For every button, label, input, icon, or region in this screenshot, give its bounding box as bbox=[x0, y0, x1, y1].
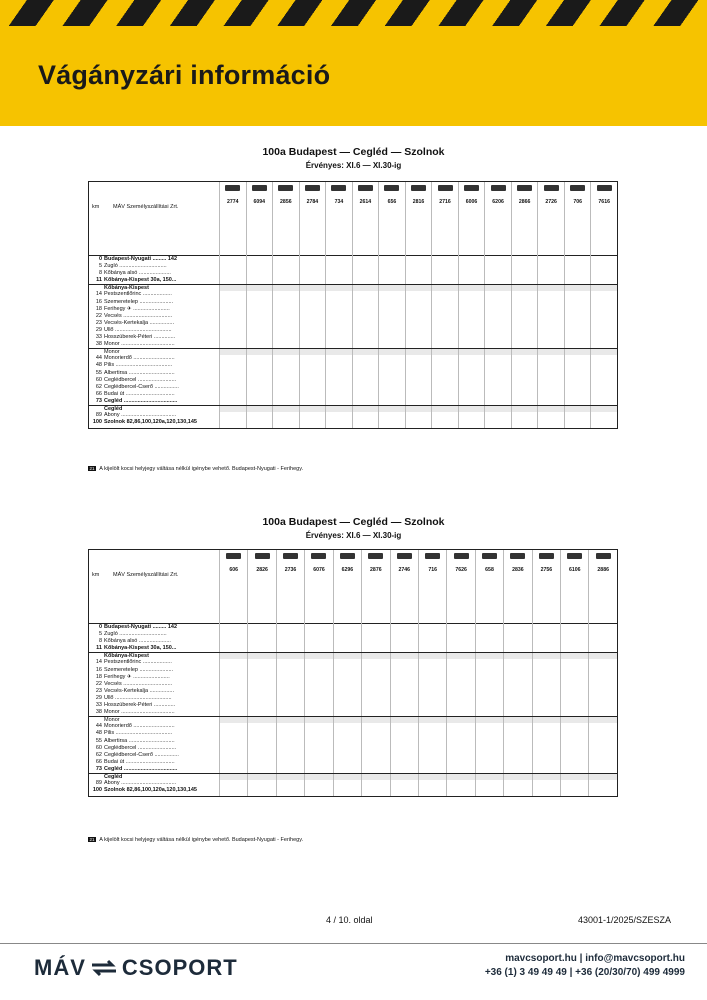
train-column bbox=[333, 550, 361, 624]
train-number: 2836 bbox=[512, 567, 524, 573]
station-row bbox=[89, 787, 617, 794]
train-column bbox=[219, 550, 247, 624]
station-km: 29 bbox=[95, 326, 102, 333]
station-km: 5 bbox=[98, 263, 102, 270]
document-reference: 43001-1/2025/SZESZA bbox=[577, 915, 671, 925]
station-km: 23 bbox=[95, 319, 102, 326]
station-row bbox=[89, 284, 617, 291]
station-name: Monorierdő ........................... bbox=[104, 723, 175, 730]
station-name: Abony .................................... bbox=[104, 412, 177, 419]
station-km: 11 bbox=[96, 645, 102, 652]
station-km: 33 bbox=[95, 702, 102, 709]
train-number: 6006 bbox=[465, 199, 478, 205]
station-row bbox=[89, 638, 617, 645]
train-type-icon bbox=[311, 553, 326, 559]
train-type-icon bbox=[567, 553, 582, 559]
footnote-marker: 21 bbox=[89, 837, 95, 842]
station-row bbox=[89, 291, 617, 298]
station-row bbox=[89, 277, 617, 284]
station-name: Budapest-Nyugati ......... 142 bbox=[104, 624, 178, 630]
train-type-icon bbox=[544, 185, 559, 191]
station-km: 60 bbox=[95, 744, 102, 751]
station-name: Vecsés ................................ bbox=[104, 312, 173, 319]
train-column bbox=[246, 182, 273, 256]
station-name: Albertirsa .............................. bbox=[104, 369, 175, 376]
station-name: Hosszúberek-Péteri .............. bbox=[104, 334, 176, 341]
train-type-icon bbox=[368, 553, 383, 559]
station-name: Cegléd ................................... bbox=[104, 765, 178, 772]
train-column bbox=[503, 550, 531, 624]
station-km: 33 bbox=[95, 334, 102, 341]
logo-text-csoport: CSOPORT bbox=[121, 955, 238, 980]
station-name: Vecsés ................................ bbox=[104, 680, 173, 687]
station-name: Vecsés-Kertekalja ................ bbox=[104, 319, 174, 326]
train-number: 6076 bbox=[313, 567, 325, 573]
station-km: 8 bbox=[98, 638, 102, 645]
train-column bbox=[511, 182, 538, 256]
train-column bbox=[418, 550, 446, 624]
station-name: Szemeretelep ...................... bbox=[104, 666, 174, 673]
train-number: 2876 bbox=[370, 567, 382, 573]
station-name: Kőbánya-Kispest bbox=[104, 653, 149, 660]
station-km: 0 bbox=[98, 624, 102, 630]
station-km: 44 bbox=[95, 355, 102, 362]
station-name: Monor ................................... bbox=[104, 709, 175, 716]
station-km: 55 bbox=[95, 737, 102, 744]
station-row bbox=[89, 263, 617, 270]
station-km: 5 bbox=[98, 631, 102, 638]
timetable-1 bbox=[88, 181, 618, 429]
train-column bbox=[484, 182, 511, 256]
station-km: 66 bbox=[95, 758, 102, 765]
train-number: 734 bbox=[334, 199, 344, 205]
station-km: 62 bbox=[95, 751, 102, 758]
station-row bbox=[89, 306, 617, 313]
train-number: 658 bbox=[485, 567, 494, 573]
station-row bbox=[89, 313, 617, 320]
station-name: Hosszúberek-Péteri .............. bbox=[104, 702, 176, 709]
train-column bbox=[378, 182, 405, 256]
timetable-1-header bbox=[89, 182, 617, 256]
station-km: 0 bbox=[98, 256, 102, 262]
train-column bbox=[361, 550, 389, 624]
train-column bbox=[325, 182, 352, 256]
train-number: 2774 bbox=[226, 199, 239, 205]
train-type-icon bbox=[384, 185, 399, 191]
train-column bbox=[304, 550, 332, 624]
contact-web-email: mavcsoport.hu | info@mavcsoport.hu bbox=[505, 953, 685, 964]
train-type-icon bbox=[491, 185, 506, 191]
station-name: Ceglédbercel-Cserő ................ bbox=[104, 751, 179, 758]
train-type-icon bbox=[278, 185, 293, 191]
operator-label: MÁV Személyszállítási Zrt. bbox=[113, 572, 179, 578]
station-row bbox=[89, 716, 617, 723]
train-type-icon bbox=[510, 553, 525, 559]
train-number: 716 bbox=[428, 567, 437, 573]
train-column bbox=[219, 182, 246, 256]
logo-arrows-icon bbox=[90, 959, 118, 977]
station-row bbox=[89, 419, 617, 426]
station-name: Kőbánya alsó ..................... bbox=[104, 270, 171, 277]
station-row bbox=[89, 405, 617, 412]
operator-label: MÁV Személyszállítási Zrt. bbox=[113, 204, 179, 210]
train-number: 606 bbox=[229, 567, 239, 573]
station-km: 14 bbox=[95, 659, 102, 666]
footer-divider bbox=[0, 943, 707, 944]
train-type-icon bbox=[226, 553, 241, 559]
train-number: 2816 bbox=[412, 199, 425, 205]
station-row bbox=[89, 348, 617, 355]
train-type-icon bbox=[464, 185, 479, 191]
station-km: 16 bbox=[95, 298, 102, 305]
contact-phones: +36 (1) 3 49 49 49 | +36 (20/30/70) 499 4999 bbox=[484, 967, 685, 978]
train-column bbox=[446, 550, 474, 624]
station-km: 55 bbox=[95, 369, 102, 376]
train-type-icon bbox=[225, 185, 240, 191]
train-column bbox=[272, 182, 299, 256]
station-km: 44 bbox=[95, 723, 102, 730]
station-row bbox=[89, 370, 617, 377]
station-name: Cegléd ................................... bbox=[104, 397, 178, 404]
station-row bbox=[89, 674, 617, 681]
station-name: Ferihegy ✈ ........................ bbox=[104, 673, 170, 680]
station-km: 48 bbox=[95, 362, 102, 369]
station-row bbox=[89, 391, 617, 398]
station-km: 100 bbox=[92, 787, 102, 794]
timetable-1-validity: Érvényes: XI.6 — XI.30-ig bbox=[305, 161, 402, 170]
train-column bbox=[560, 550, 588, 624]
km-label: km bbox=[92, 572, 100, 578]
station-row bbox=[89, 766, 617, 773]
train-column bbox=[299, 182, 326, 256]
station-name: Ferihegy ✈ ........................ bbox=[104, 305, 170, 312]
station-km: 66 bbox=[95, 390, 102, 397]
station-row bbox=[89, 652, 617, 659]
train-column bbox=[276, 550, 304, 624]
station-row bbox=[89, 327, 617, 334]
station-km: 29 bbox=[95, 694, 102, 701]
station-name: Pestszentlőrinc ................... bbox=[104, 291, 172, 298]
station-row bbox=[89, 299, 617, 306]
station-km: 8 bbox=[98, 270, 102, 277]
footnote-marker: 21 bbox=[89, 466, 95, 471]
station-name: Szolnok 82,86,100,120a,120,130,145 bbox=[104, 419, 197, 426]
train-type-icon bbox=[539, 553, 554, 559]
train-type-icon bbox=[255, 553, 270, 559]
station-name: Ceglédbercel-Cserő ................ bbox=[104, 383, 179, 390]
station-name: Üllő ..................................... bbox=[104, 326, 172, 333]
station-name: Budai út ................................ bbox=[104, 390, 175, 397]
station-name: Budai út ................................ bbox=[104, 758, 175, 765]
station-name: Cegléd bbox=[104, 405, 123, 412]
train-number: 6206 bbox=[492, 199, 504, 205]
station-row bbox=[89, 681, 617, 688]
train-type-icon bbox=[570, 185, 585, 191]
station-row bbox=[89, 730, 617, 737]
station-row bbox=[89, 412, 617, 419]
station-row bbox=[89, 752, 617, 759]
timetable-1-body bbox=[89, 256, 617, 428]
train-column bbox=[352, 182, 379, 256]
station-name: Abony .................................... bbox=[104, 780, 177, 787]
station-name: Kőbánya-Kispest bbox=[104, 285, 149, 292]
train-type-icon bbox=[331, 185, 346, 191]
station-name: Ceglédbercel ......................... bbox=[104, 744, 177, 751]
station-name: Kőbánya-Kispest 30a, 150... bbox=[104, 277, 177, 284]
train-column bbox=[532, 550, 560, 624]
train-number: 2716 bbox=[439, 199, 451, 205]
station-km: 60 bbox=[95, 376, 102, 383]
station-name: Vecsés-Kertekalja ................ bbox=[104, 687, 174, 694]
train-type-icon bbox=[411, 185, 426, 191]
train-type-icon bbox=[517, 185, 532, 191]
km-label: km bbox=[92, 204, 100, 210]
train-columns bbox=[219, 550, 617, 624]
station-row bbox=[89, 624, 617, 631]
train-type-icon bbox=[340, 553, 355, 559]
footnote-text: A kijelölt kocsi helyjegy váltása nélkül igénybe vehető. Budapest-Nyugati - Ferihegy. bbox=[99, 837, 304, 843]
station-row bbox=[89, 384, 617, 391]
station-row bbox=[89, 709, 617, 716]
station-km: 89 bbox=[95, 412, 102, 419]
station-km: 48 bbox=[95, 730, 102, 737]
header-banner bbox=[0, 26, 707, 126]
station-row bbox=[89, 270, 617, 277]
station-row bbox=[89, 631, 617, 638]
train-type-icon bbox=[305, 185, 320, 191]
train-number: 7616 bbox=[598, 199, 610, 205]
station-row bbox=[89, 745, 617, 752]
timetable-2-heading bbox=[0, 516, 707, 542]
train-type-icon bbox=[454, 553, 469, 559]
station-row bbox=[89, 320, 617, 327]
station-name: Ceglédbercel ......................... bbox=[104, 376, 177, 383]
train-type-icon bbox=[358, 185, 373, 191]
timetable-2-header bbox=[89, 550, 617, 624]
timetable-2-body bbox=[89, 624, 617, 796]
station-row bbox=[89, 738, 617, 745]
station-name: Albertirsa .............................. bbox=[104, 737, 175, 744]
station-row bbox=[89, 780, 617, 787]
station-name: Pestszentlőrinc ................... bbox=[104, 659, 172, 666]
train-type-icon bbox=[438, 185, 453, 191]
timetable-2-footnote bbox=[88, 837, 303, 843]
station-name: Monorierdő ........................... bbox=[104, 355, 175, 362]
station-row bbox=[89, 256, 617, 263]
contact-info bbox=[485, 952, 685, 980]
station-row bbox=[89, 334, 617, 341]
train-number: 2886 bbox=[597, 567, 609, 573]
train-type-icon bbox=[397, 553, 412, 559]
train-number: 2784 bbox=[306, 199, 319, 205]
train-number: 2756 bbox=[540, 567, 553, 573]
station-name: Pilis ..................................... bbox=[104, 730, 173, 737]
station-row bbox=[89, 645, 617, 652]
timetable-2 bbox=[88, 549, 618, 797]
station-km: 22 bbox=[95, 680, 102, 687]
station-row bbox=[89, 688, 617, 695]
timetable-2-validity: Érvényes: XI.6 — XI.30-ig bbox=[305, 531, 402, 540]
station-row bbox=[89, 723, 617, 730]
station-km: 89 bbox=[95, 780, 102, 787]
train-number: 2736 bbox=[284, 567, 297, 573]
train-type-icon bbox=[283, 553, 298, 559]
station-name: Kőbánya alsó ..................... bbox=[104, 638, 171, 645]
station-km: 62 bbox=[95, 383, 102, 390]
train-number: 2856 bbox=[280, 199, 292, 205]
station-row bbox=[89, 377, 617, 384]
logo-text-mav: MÁV bbox=[34, 955, 86, 980]
train-number: 2726 bbox=[545, 199, 557, 205]
page-number: 4 / 10. oldal bbox=[326, 915, 373, 925]
station-km: 38 bbox=[95, 341, 102, 348]
station-km: 38 bbox=[95, 709, 102, 716]
station-row bbox=[89, 667, 617, 674]
station-row bbox=[89, 398, 617, 405]
train-columns bbox=[219, 182, 617, 256]
train-type-icon bbox=[482, 553, 497, 559]
station-name: Szemeretelep ...................... bbox=[104, 298, 174, 305]
station-name: Cegléd bbox=[104, 773, 123, 780]
station-km: 23 bbox=[95, 687, 102, 694]
train-column bbox=[590, 182, 617, 256]
train-type-icon bbox=[597, 185, 612, 191]
station-name: Monor bbox=[104, 717, 120, 724]
train-number: 2826 bbox=[256, 567, 268, 573]
station-km: 16 bbox=[95, 666, 102, 673]
train-column bbox=[588, 550, 616, 624]
train-number: 2746 bbox=[398, 567, 411, 573]
station-km: 14 bbox=[95, 291, 102, 298]
train-number: 706 bbox=[573, 199, 582, 205]
station-name: Monor ................................... bbox=[104, 341, 175, 348]
train-number: 656 bbox=[387, 199, 397, 205]
station-name: Pilis ..................................... bbox=[104, 362, 173, 369]
train-type-icon bbox=[596, 553, 611, 559]
station-km: 22 bbox=[95, 312, 102, 319]
train-column bbox=[390, 550, 418, 624]
station-row bbox=[89, 362, 617, 369]
station-name: Szolnok 82,86,100,120a,120,130,145 bbox=[104, 787, 197, 794]
station-name: Zugló ............................... bbox=[104, 263, 167, 270]
train-column bbox=[537, 182, 564, 256]
station-name: Monor bbox=[104, 349, 120, 356]
page-title: Vágányzári információ bbox=[38, 60, 331, 90]
train-column bbox=[564, 182, 591, 256]
train-type-icon bbox=[252, 185, 267, 191]
train-number: 7626 bbox=[455, 567, 467, 573]
station-name: Kőbánya-Kispest 30a, 150... bbox=[104, 645, 177, 652]
station-row bbox=[89, 695, 617, 702]
station-row bbox=[89, 702, 617, 709]
station-km: 73 bbox=[95, 397, 102, 404]
station-km: 18 bbox=[95, 673, 102, 680]
train-column bbox=[458, 182, 485, 256]
timetable-1-footnote bbox=[88, 466, 303, 472]
station-km: 73 bbox=[95, 765, 102, 772]
train-number: 2866 bbox=[518, 199, 531, 205]
station-row bbox=[89, 659, 617, 666]
station-name: Budapest-Nyugati ......... 142 bbox=[104, 256, 178, 262]
train-number: 2614 bbox=[359, 199, 372, 205]
hazard-stripe-bar bbox=[0, 0, 707, 26]
train-column bbox=[475, 550, 503, 624]
timetable-1-heading bbox=[0, 146, 707, 172]
train-type-icon bbox=[425, 553, 440, 559]
train-column bbox=[431, 182, 458, 256]
station-row bbox=[89, 759, 617, 766]
timetable-2-title: 100a Budapest — Cegléd — Szolnok bbox=[262, 516, 445, 528]
station-km: 18 bbox=[95, 305, 102, 312]
mav-logo bbox=[34, 955, 238, 981]
station-km: 100 bbox=[92, 419, 102, 426]
footnote-text: A kijelölt kocsi helyjegy váltása nélkül igénybe vehető. Budapest-Nyugati - Ferihegy. bbox=[99, 466, 304, 472]
station-row bbox=[89, 773, 617, 780]
station-km: 11 bbox=[96, 277, 102, 284]
station-row bbox=[89, 341, 617, 348]
train-number: 6296 bbox=[341, 567, 354, 573]
station-name: Üllő ..................................... bbox=[104, 694, 172, 701]
timetable-1-title: 100a Budapest — Cegléd — Szolnok bbox=[262, 146, 445, 158]
train-number: 6106 bbox=[569, 567, 581, 573]
station-name: Zugló ............................... bbox=[104, 631, 167, 638]
train-number: 6094 bbox=[253, 199, 266, 205]
train-column bbox=[405, 182, 432, 256]
train-column bbox=[247, 550, 275, 624]
station-row bbox=[89, 355, 617, 362]
